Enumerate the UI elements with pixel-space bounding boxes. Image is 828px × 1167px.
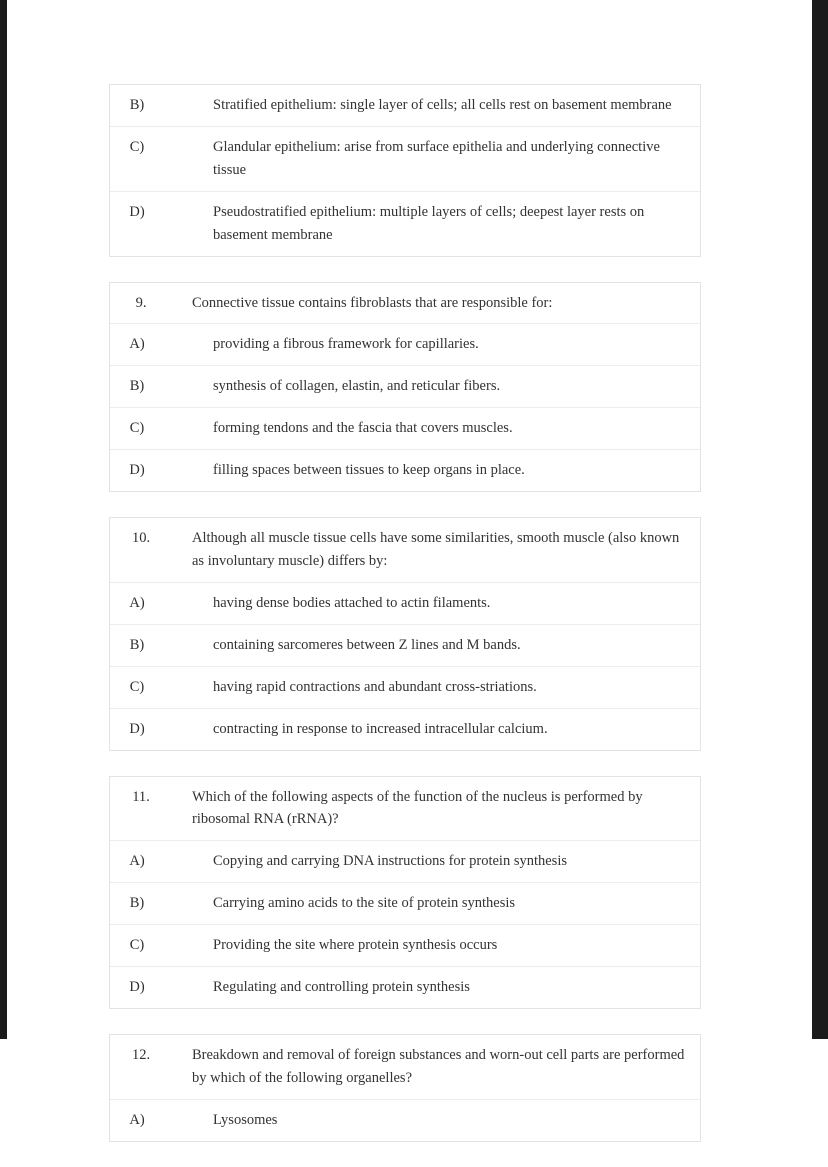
question-text: Although all muscle tissue cells have some similarities, smooth muscle (also known as involuntary muscle) differs by: (192, 530, 680, 569)
option-letter: C) (129, 420, 145, 437)
question-stem-row (110, 1035, 700, 1100)
option-text: providing a fibrous framework for capillaries. (213, 336, 479, 353)
question-block (109, 517, 701, 750)
question-block (109, 776, 701, 1009)
question-number: 10. (131, 530, 151, 547)
option-text: Stratified epithelium: single layer of cells; all cells rest on basement membrane (213, 97, 672, 113)
option-text: containing sarcomeres between Z lines and M bands. (213, 636, 521, 653)
option-text: Glandular epithelium: arise from surface epithelia and underlying connective tissue (213, 138, 660, 178)
answer-option-row[interactable] (110, 925, 700, 967)
option-letter: C) (129, 678, 145, 695)
answer-option-row[interactable] (110, 366, 700, 408)
question-block (109, 282, 701, 493)
page-edge-bar-left (0, 0, 7, 1039)
answer-option-row[interactable] (110, 192, 700, 256)
option-text: Regulating and controlling protein synthesis (213, 979, 470, 996)
option-letter: A) (129, 594, 145, 611)
option-letter: C) (129, 138, 145, 155)
option-text: filling spaces between tissues to keep organs in place. (213, 462, 525, 479)
answer-option-row[interactable] (110, 1100, 700, 1141)
question-block (109, 1034, 701, 1142)
question-stem-row (110, 777, 700, 842)
question-text: Connective tissue contains fibroblasts that are responsible for: (192, 294, 553, 311)
option-letter: D) (129, 203, 145, 220)
document-page (7, 0, 812, 1128)
option-letter: D) (129, 979, 145, 996)
option-text: contracting in response to increased intracellular calcium. (213, 720, 548, 737)
question-block (109, 84, 701, 257)
option-text: having dense bodies attached to actin filaments. (213, 594, 491, 611)
option-text: Carrying amino acids to the site of protein synthesis (213, 895, 516, 912)
question-stem-row (110, 518, 700, 583)
question-text: Breakdown and removal of foreign substances and worn-out cell parts are performed by which of the following organelles? (192, 1046, 685, 1086)
question-number: 9. (135, 294, 147, 311)
option-text: synthesis of collagen, elastin, and reticular fibers. (213, 378, 501, 395)
option-letter: A) (129, 336, 145, 353)
answer-option-row[interactable] (110, 85, 700, 127)
option-text: having rapid contractions and abundant cross-striations. (213, 678, 537, 695)
option-letter: B) (129, 97, 145, 113)
option-text: Pseudostratified epithelium: multiple layers of cells; deepest layer rests on basement membrane (213, 203, 645, 243)
option-letter: A) (129, 853, 145, 870)
question-stem-row (110, 283, 700, 325)
answer-option-row[interactable] (110, 583, 700, 625)
question-text: Which of the following aspects of the function of the nucleus is performed by ribosomal RNA (rRNA)? (192, 788, 643, 828)
page-edge-bar-right (812, 0, 828, 1039)
quiz-question-list (109, 84, 699, 1167)
answer-option-row[interactable] (110, 667, 700, 709)
option-text: Lysosomes (213, 1111, 278, 1128)
option-letter: A) (129, 1111, 145, 1128)
answer-option-row[interactable] (110, 841, 700, 883)
option-text: Providing the site where protein synthesis occurs (213, 937, 498, 954)
question-number: 11. (132, 788, 150, 805)
option-letter: B) (129, 378, 145, 395)
option-letter: D) (129, 462, 145, 479)
question-number: 12. (131, 1046, 151, 1063)
answer-option-row[interactable] (110, 883, 700, 925)
option-letter: B) (129, 636, 145, 653)
answer-option-row[interactable] (110, 450, 700, 491)
option-letter: D) (129, 720, 145, 737)
answer-option-row[interactable] (110, 127, 700, 192)
option-text: Copying and carrying DNA instructions for protein synthesis (213, 853, 567, 870)
option-letter: C) (129, 937, 145, 954)
option-letter: B) (129, 895, 145, 912)
answer-option-row[interactable] (110, 967, 700, 1008)
answer-option-row[interactable] (110, 625, 700, 667)
answer-option-row[interactable] (110, 324, 700, 366)
answer-option-row[interactable] (110, 709, 700, 750)
option-text: forming tendons and the fascia that covers muscles. (213, 420, 513, 437)
answer-option-row[interactable] (110, 408, 700, 450)
